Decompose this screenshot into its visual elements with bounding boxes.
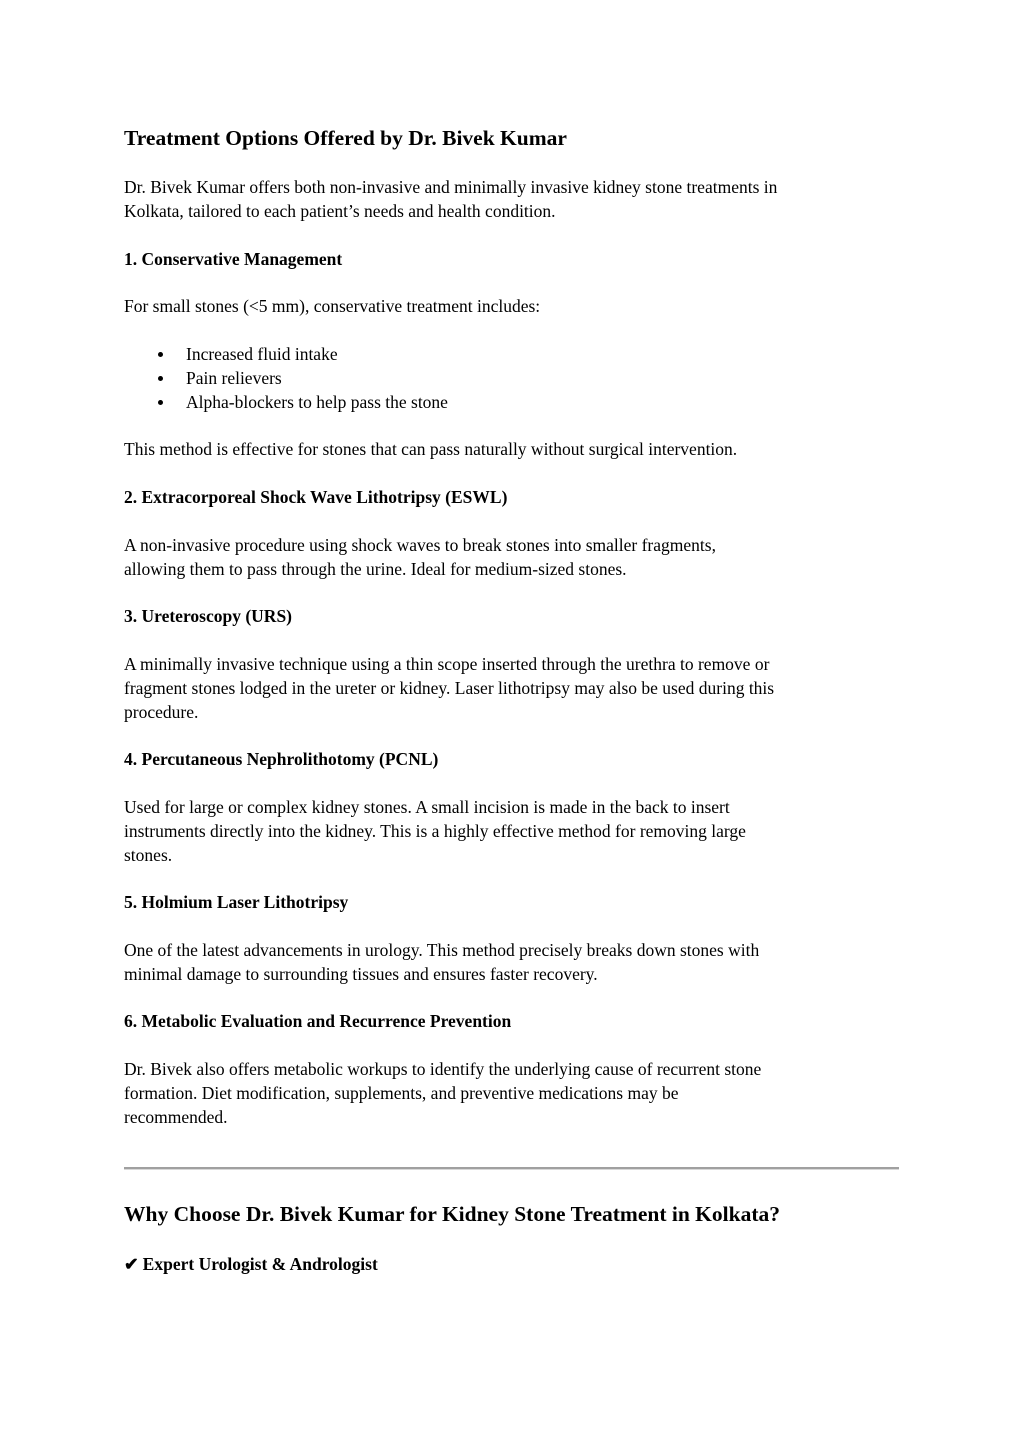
list-item	[124, 342, 448, 366]
section-heading-urs: 3. Ureteroscopy (URS)	[124, 606, 293, 626]
why-choose-point-label: Expert Urologist & Andrologist	[142, 1254, 378, 1274]
why-choose-point	[124, 1252, 378, 1276]
section-paragraph-metabolic-evaluation	[124, 1057, 761, 1129]
paragraph-line: formation. Diet modification, supplements, and preventive medications may be	[124, 1083, 679, 1103]
paragraph-line: stones.	[124, 845, 173, 865]
main-heading: Treatment Options Offered by Dr. Bivek Kumar	[124, 126, 567, 150]
list-item-text: Alpha-blockers to help pass the stone	[186, 392, 448, 412]
paragraph-line: fragment stones lodged in the ureter or kidney. Laser lithotripsy may also be used during this	[124, 678, 775, 698]
intro-line: Kolkata, tailored to each patient’s needs and health condition.	[124, 201, 556, 221]
paragraph-line: procedure.	[124, 702, 199, 722]
section-paragraph-urs	[124, 652, 774, 724]
paragraph-line: minimal damage to surrounding tissues and ensures faster recovery.	[124, 964, 598, 984]
paragraph-line: A non-invasive procedure using shock waves to break stones into smaller fragments,	[124, 535, 716, 555]
section-heading-pcnl: 4. Percutaneous Nephrolithotomy (PCNL)	[124, 749, 439, 769]
paragraph-line: Dr. Bivek also offers metabolic workups to identify the underlying cause of recurrent stone	[124, 1059, 762, 1079]
bullet-icon	[158, 400, 163, 405]
paragraph-line: instruments directly into the kidney. This is a highly effective method for removing large	[124, 821, 746, 841]
checkmark-icon: ✔	[124, 1254, 139, 1274]
section-heading-metabolic-evaluation: 6. Metabolic Evaluation and Recurrence Prevention	[124, 1011, 512, 1031]
section-heading-holmium-laser: 5. Holmium Laser Lithotripsy	[124, 892, 349, 912]
intro-paragraph	[124, 175, 777, 223]
why-choose-heading: Why Choose Dr. Bivek Kumar for Kidney Stone Treatment in Kolkata?	[124, 1202, 780, 1226]
section-paragraph-eswl	[124, 533, 716, 581]
paragraph-line: A minimally invasive technique using a thin scope inserted through the urethra to remove or	[124, 654, 770, 674]
paragraph-line: Used for large or complex kidney stones. A small incision is made in the back to insert	[124, 797, 730, 817]
list-item	[124, 366, 448, 390]
paragraph-line: allowing them to pass through the urine. Ideal for medium-sized stones.	[124, 559, 627, 579]
list-item	[124, 390, 448, 414]
list-item-text: Increased fluid intake	[186, 344, 338, 364]
bullet-icon	[158, 376, 163, 381]
list-item-text: Pain relievers	[186, 368, 282, 388]
section-note-conservative: This method is effective for stones that can pass naturally without surgical intervention.	[124, 439, 738, 459]
section-paragraph-pcnl	[124, 795, 746, 867]
conservative-treatment-list	[124, 342, 448, 414]
bullet-icon	[158, 352, 163, 357]
section-heading-eswl: 2. Extracorporeal Shock Wave Lithotripsy (ESWL)	[124, 487, 508, 507]
horizontal-divider	[124, 1167, 899, 1170]
section-paragraph-holmium-laser	[124, 938, 759, 986]
paragraph-line: One of the latest advancements in urology. This method precisely breaks down stones with	[124, 940, 760, 960]
paragraph-line: recommended.	[124, 1107, 228, 1127]
section-heading-conservative: 1. Conservative Management	[124, 249, 343, 269]
intro-line: Dr. Bivek Kumar offers both non-invasive and minimally invasive kidney stone treatments in	[124, 177, 778, 197]
section-lead-conservative: For small stones (<5 mm), conservative treatment includes:	[124, 296, 541, 316]
